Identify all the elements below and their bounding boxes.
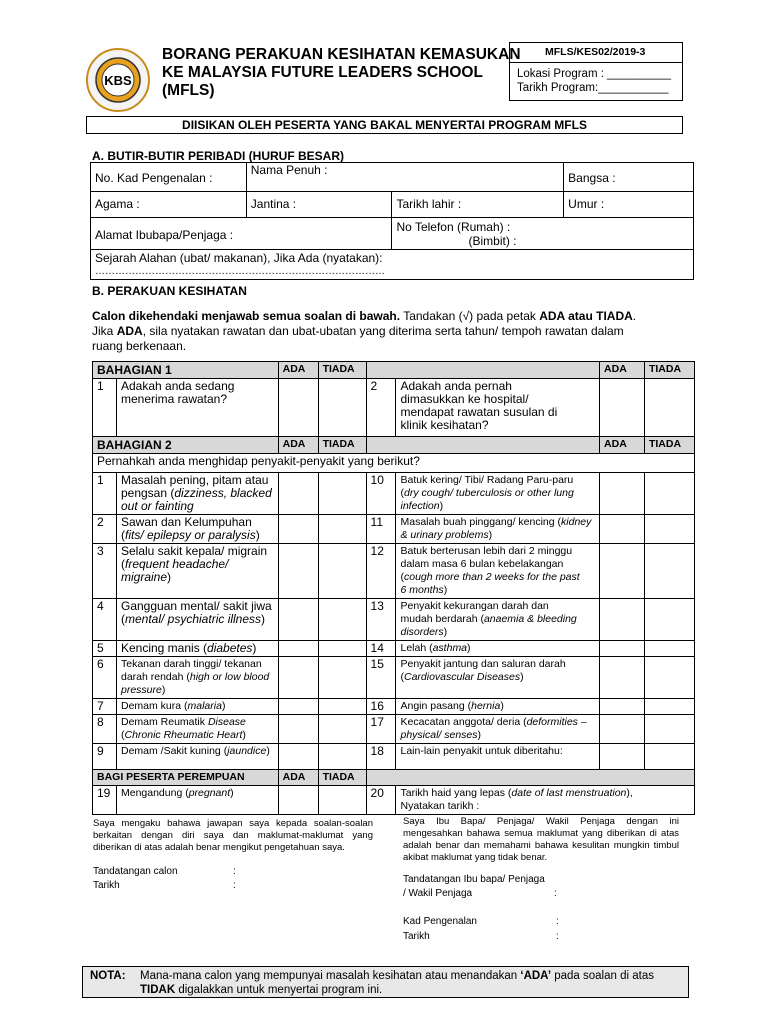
checkbox-ada-d5[interactable] bbox=[278, 641, 318, 657]
nota-line1: Mana-mana calon yang mempunyai masalah kesihatan atau menandakan ‘ADA’ pada soalan di atas bbox=[140, 970, 654, 982]
checkbox-ada-d14[interactable] bbox=[600, 641, 645, 657]
instr-line1: Calon dikehendaki menjawab semua soalan di bawah. Tandakan (√) pada petak ADA atau TIADA. bbox=[92, 309, 637, 323]
kad-pengenalan-colon[interactable]: : bbox=[556, 916, 559, 927]
checkbox-tiada-d5[interactable] bbox=[318, 641, 366, 657]
disease-row: 5 Kencing manis (diabetes) 14 Lelah (asthma) bbox=[93, 641, 695, 657]
telefon-field[interactable]: No Telefon (Rumah) : (Bimbit) : bbox=[392, 218, 694, 250]
checkbox-tiada-d9[interactable] bbox=[318, 744, 366, 770]
banner-text: DIISIKAN OLEH PESERTA YANG BAKAL MENYERTAI PROGRAM MFLS bbox=[182, 118, 587, 132]
checkbox-tiada-d13[interactable] bbox=[644, 599, 694, 641]
instr-line3: ruang berkenaan. bbox=[92, 339, 187, 353]
checkbox-tiada-d8[interactable] bbox=[318, 715, 366, 744]
section-a-title: A. BUTIR-BUTIR PERIBADI (HURUF BESAR) bbox=[92, 149, 344, 163]
checkbox-tiada-d14[interactable] bbox=[644, 641, 694, 657]
jantina-field[interactable]: Jantina : bbox=[246, 192, 392, 218]
disease-row: 7 Demam kura (malaria) 16 Angin pasang (hernia) bbox=[93, 699, 695, 715]
sejarah-alahan-field[interactable]: Sejarah Alahan (ubat/ makanan), Jika Ada (nyatakan): …………………………………………………………………………… bbox=[91, 250, 694, 280]
banner bbox=[86, 116, 683, 134]
alamat-field[interactable]: Alamat Ibubapa/Penjaga : bbox=[91, 218, 392, 250]
checkbox-ada-q1[interactable] bbox=[278, 379, 318, 437]
candidate-declaration: Saya mengaku bahawa jawapan saya kepada soalan-soalan berkaitan dengan diri saya dan maklumat-maklumat yang diberikan di atas adalah benar mengikut pengetahuan saya. bbox=[93, 818, 373, 853]
form-title-line2: KE MALAYSIA FUTURE LEADERS SCHOOL bbox=[162, 64, 483, 81]
checkbox-ada-d10[interactable] bbox=[600, 473, 645, 515]
disease-row: 3 Selalu sakit kepala/ migrain (frequent headache/ migraine) 12 Batuk berterusan lebih dari 2 minggu dalam masa 6 bulan kebelakangan (cough more than 2 weeks for the past 6 months) bbox=[93, 544, 695, 599]
checkbox-ada-d13[interactable] bbox=[600, 599, 645, 641]
form-title-line3: (MFLS) bbox=[162, 82, 215, 99]
perempuan-row: 19 Mengandung (pregnant) 20 Tarikh haid yang lepas (date of last menstruation), Nyatakan tarikh : bbox=[93, 786, 695, 815]
health-table bbox=[92, 361, 695, 815]
nota-label: NOTA: bbox=[90, 970, 126, 982]
logo-text: KBS bbox=[104, 73, 132, 88]
checkbox-tiada-d3[interactable] bbox=[318, 544, 366, 599]
tarikh-calon-label: Tarikh bbox=[93, 880, 120, 891]
kad-pengenalan-label: Kad Pengenalan bbox=[403, 916, 477, 927]
checkbox-tiada-q1[interactable] bbox=[318, 379, 366, 437]
umur-field[interactable]: Umur : bbox=[564, 192, 694, 218]
tarikh-ibubapa-colon[interactable]: : bbox=[556, 931, 559, 942]
checkbox-tiada-d2[interactable] bbox=[318, 515, 366, 544]
tarikh-calon-colon[interactable]: : bbox=[233, 880, 236, 891]
checkbox-tiada-d7[interactable] bbox=[318, 699, 366, 715]
checkbox-tiada-d17[interactable] bbox=[644, 715, 694, 744]
checkbox-ada-d7[interactable] bbox=[278, 699, 318, 715]
disease-row: 9 Demam /Sakit kuning (jaundice) 18 Lain-lain penyakit untuk diberitahu: bbox=[93, 744, 695, 770]
section-b-instructions bbox=[92, 309, 692, 354]
form-code-divider bbox=[510, 62, 682, 63]
checkbox-ada-d3[interactable] bbox=[278, 544, 318, 599]
nama-penuh-field[interactable]: Nama Penuh : bbox=[246, 163, 563, 192]
checkbox-ada-d1[interactable] bbox=[278, 473, 318, 515]
checkbox-ada-d9[interactable] bbox=[278, 744, 318, 770]
bahagian-2-question: Pernahkah anda menghidap penyakit-penyakit yang berikut? bbox=[93, 454, 695, 473]
checkbox-tiada-q2[interactable] bbox=[644, 379, 694, 437]
checkbox-tiada-d16[interactable] bbox=[644, 699, 694, 715]
section-b-title: B. PERAKUAN KESIHATAN bbox=[92, 284, 247, 298]
checkbox-tiada-d10[interactable] bbox=[644, 473, 694, 515]
tandatangan-ibubapa-label1: Tandatangan Ibu bapa/ Penjaga bbox=[403, 874, 545, 885]
checkbox-tiada-q19[interactable] bbox=[318, 786, 366, 815]
nota-line2: TIDAK digalakkan untuk menyertai program ini. bbox=[140, 984, 383, 996]
checkbox-tiada-d4[interactable] bbox=[318, 599, 366, 641]
kad-pengenalan-field[interactable]: No. Kad Pengenalan : bbox=[91, 163, 247, 192]
disease-row: 1 Masalah pening, pitam atau pengsan (dizziness, blacked out or fainting 10 Batuk kering/ Tibi/ Radang Paru-paru (dry cough/ tuberculosis or other lung infection) bbox=[93, 473, 695, 515]
parent-declaration: Saya Ibu Bapa/ Penjaga/ Wakil Penjaga dengan ini mengesahkan bahawa semua maklumat yang diberikan di atas adalah benar dan memahami bahawa kesulitan mungkin timbul akibat maklumat yang tidak benar. bbox=[403, 816, 679, 863]
checkbox-ada-d2[interactable] bbox=[278, 515, 318, 544]
tandatangan-calon-colon[interactable]: : bbox=[233, 866, 236, 877]
checkbox-ada-d17[interactable] bbox=[600, 715, 645, 744]
bahagian-2-header: BAHAGIAN 2 ADA TIADA ADA TIADA bbox=[93, 437, 695, 454]
checkbox-tiada-d18[interactable] bbox=[644, 744, 694, 770]
checkbox-ada-d12[interactable] bbox=[600, 544, 645, 599]
checkbox-ada-d18[interactable] bbox=[600, 744, 645, 770]
tandatangan-ibubapa-label2: / Wakil Penjaga bbox=[403, 888, 473, 899]
form-title bbox=[162, 46, 521, 100]
disease-row: 6 Tekanan darah tinggi/ tekanan darah rendah (high or low blood pressure) 15 Penyakit jantung dan saluran darah (Cardiovascular Diseases) bbox=[93, 657, 695, 699]
agama-field[interactable]: Agama : bbox=[91, 192, 247, 218]
tarikh-program: Tarikh Program:___________ bbox=[517, 82, 669, 94]
checkbox-tiada-d6[interactable] bbox=[318, 657, 366, 699]
tandatangan-calon-label: Tandatangan calon bbox=[93, 866, 178, 877]
checkbox-ada-d11[interactable] bbox=[600, 515, 645, 544]
checkbox-ada-d15[interactable] bbox=[600, 657, 645, 699]
checkbox-ada-d6[interactable] bbox=[278, 657, 318, 699]
checkbox-ada-d16[interactable] bbox=[600, 699, 645, 715]
checkbox-tiada-d15[interactable] bbox=[644, 657, 694, 699]
tandatangan-ibubapa-colon[interactable]: : bbox=[554, 888, 557, 899]
bangsa-field[interactable]: Bangsa : bbox=[564, 163, 694, 192]
checkbox-ada-d8[interactable] bbox=[278, 715, 318, 744]
checkbox-ada-q2[interactable] bbox=[600, 379, 645, 437]
disease-row: 4 Gangguan mental/ sakit jiwa (mental/ psychiatric illness) 13 Penyakit kekurangan darah dan mudah berdarah (anaemia & bleeding disorders) bbox=[93, 599, 695, 641]
nota-box bbox=[82, 966, 689, 998]
menstruation-date-field[interactable]: Tarikh haid yang lepas (date of last menstruation), Nyatakan tarikh : bbox=[396, 786, 695, 815]
disease-row: 2 Sawan dan Kelumpuhan (fits/ epilepsy or paralysis) 11 Masalah buah pinggang/ kencing (kidney & urinary problems) bbox=[93, 515, 695, 544]
perempuan-header: BAGI PESERTA PEREMPUAN ADA TIADA bbox=[93, 770, 695, 786]
checkbox-tiada-d1[interactable] bbox=[318, 473, 366, 515]
form-code: MFLS/KES02/2019-3 bbox=[545, 46, 646, 58]
bahagian-1-header: BAHAGIAN 1 ADA TIADA ADA TIADA bbox=[93, 362, 695, 379]
disease-row: 8 Demam Reumatik Disease (Chronic Rheumatic Heart) 17 Kecacatan anggota/ deria (deformities – physical/ senses) bbox=[93, 715, 695, 744]
lokasi-program: Lokasi Program : __________ bbox=[517, 68, 672, 80]
bahagian-1-row: 1 Adakah anda sedang menerima rawatan? 2 Adakah anda pernah dimasukkan ke hospital/ mendapat rawatan susulan di klinik kesihatan? bbox=[93, 379, 695, 437]
checkbox-ada-q19[interactable] bbox=[278, 786, 318, 815]
personal-details-table bbox=[90, 162, 694, 280]
kbs-logo bbox=[86, 48, 150, 112]
form-code-box bbox=[509, 42, 683, 101]
tarikh-ibubapa-label: Tarikh bbox=[403, 931, 430, 942]
instr-line2: Jika ADA, sila nyatakan rawatan dan ubat-ubatan yang diterima serta tahun/ tempoh rawatan dalam bbox=[92, 324, 624, 338]
checkbox-tiada-d12[interactable] bbox=[644, 544, 694, 599]
tarikh-lahir-field[interactable]: Tarikh lahir : bbox=[392, 192, 564, 218]
form-title-line1: BORANG PERAKUAN KESIHATAN KEMASUKAN bbox=[162, 46, 521, 63]
checkbox-tiada-d11[interactable] bbox=[644, 515, 694, 544]
checkbox-ada-d4[interactable] bbox=[278, 599, 318, 641]
